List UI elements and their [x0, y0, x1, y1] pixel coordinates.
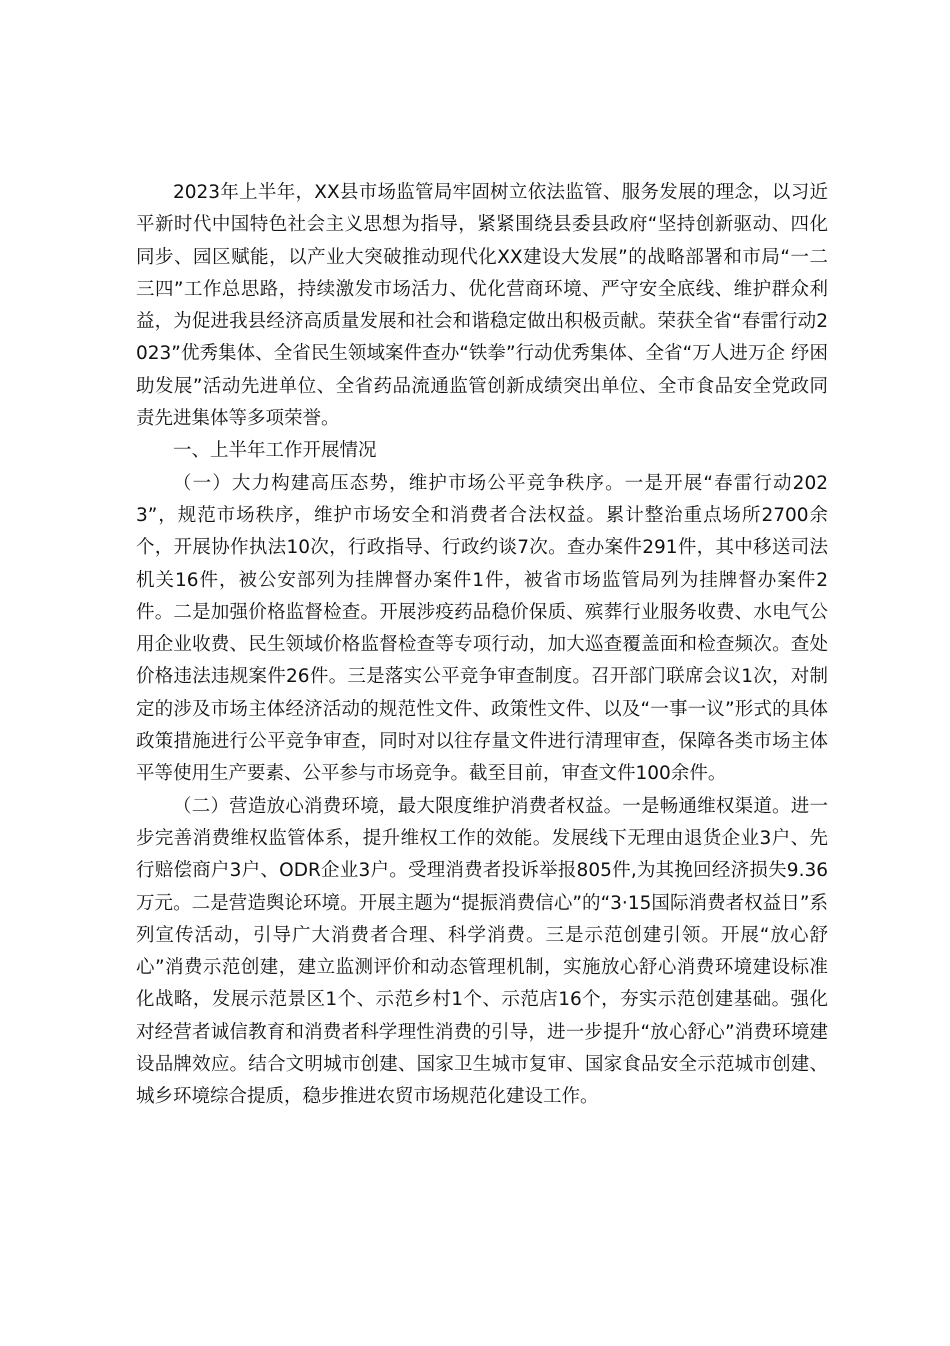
section-heading: 一、上半年工作开展情况 [173, 440, 377, 462]
intro-paragraph: 2023年上半年，XX县市场监管局牢固树立依法监管、服务发展的理念，以习近平新时代中国特色社会主义思想为指导，紧紧围绕县委县政府“坚持创新驱动、四化同步、园区赋能，以产业大突破推动现代化XX建设大发展”的战略部署和市局“一二三四”工作总思路，持续激发市场活力、优化营商环境、严守安全底线、维护群众利益，为促进我县经济高质量发展和社会和谐稳定做出积极贡献。荣获全省“春雷行动2023”优秀集体、全省民生领域案件查办“铁拳”行动优秀集体、全省“万人进万企 纾困助发展”活动先进单位、全省药品流通监管创新成绩突出单位、全市食品安全党政同责先进集体等多项荣誉。 [136, 182, 828, 430]
subsection-paragraph-2: （二）营造放心消费环境，最大限度维护消费者权益。一是畅通维权渠道。进一步完善消费维权监管体系，提升维权工作的效能。发展线下无理由退货企业3户、先行赔偿商户3户、ODR企业3户。受理消费者投诉举报805件,为其挽回经济损失9.36万元。二是营造舆论环境。开展主题为“提振消费信心”的“3·15国际消费者权益日”系列宣传活动，引导广大消费者合理、科学消费。三是示范创建引领。开展“放心舒心”消费示范创建，建立监测评价和动态管理机制，实施放心舒心消费环境建设标准化战略，发展示范景区1个、示范乡村1个、示范店16个，夯实示范创建基础。强化对经营者诚信教育和消费者科学理性消费的引导，进一步提升“放心舒心”消费环境建设品牌效应。结合文明城市创建、国家卫生城市复审、国家食品安全示范城市创建、城乡环境综合提质，稳步推进农贸市场规范化建设工作。 [136, 795, 828, 1108]
subsection-paragraph-1: （一）大力构建高压态势，维护市场公平竞争秩序。一是开展“春雷行动2023”，规范市场秩序，维护市场安全和消费者合法权益。累计整治重点场所2700余个，开展协作执法10次，行政指导、行政约谈7次。查办案件291件，其中移送司法机关16件，被公安部列为挂牌督办案件1件，被省市场监管局列为挂牌督办案件2件。二是加强价格监督检查。开展涉疫药品稳价保质、殡葬行业服务收费、水电气公用企业收费、民生领域价格监督检查等专项行动，加大巡查覆盖面和检查频次。查处价格违法违规案件26件。三是落实公平竞争审查制度。召开部门联席会议1次，对制定的涉及市场主体经济活动的规范性文件、政策性文件、以及“一事一议”形式的具体政策措施进行公平竞争审查，同时对以往存量文件进行清理审查，保障各类市场主体平等使用生产要素、公平参与市场竞争。截至目前，审查文件100余件。 [136, 472, 828, 785]
document-body [136, 177, 828, 1114]
